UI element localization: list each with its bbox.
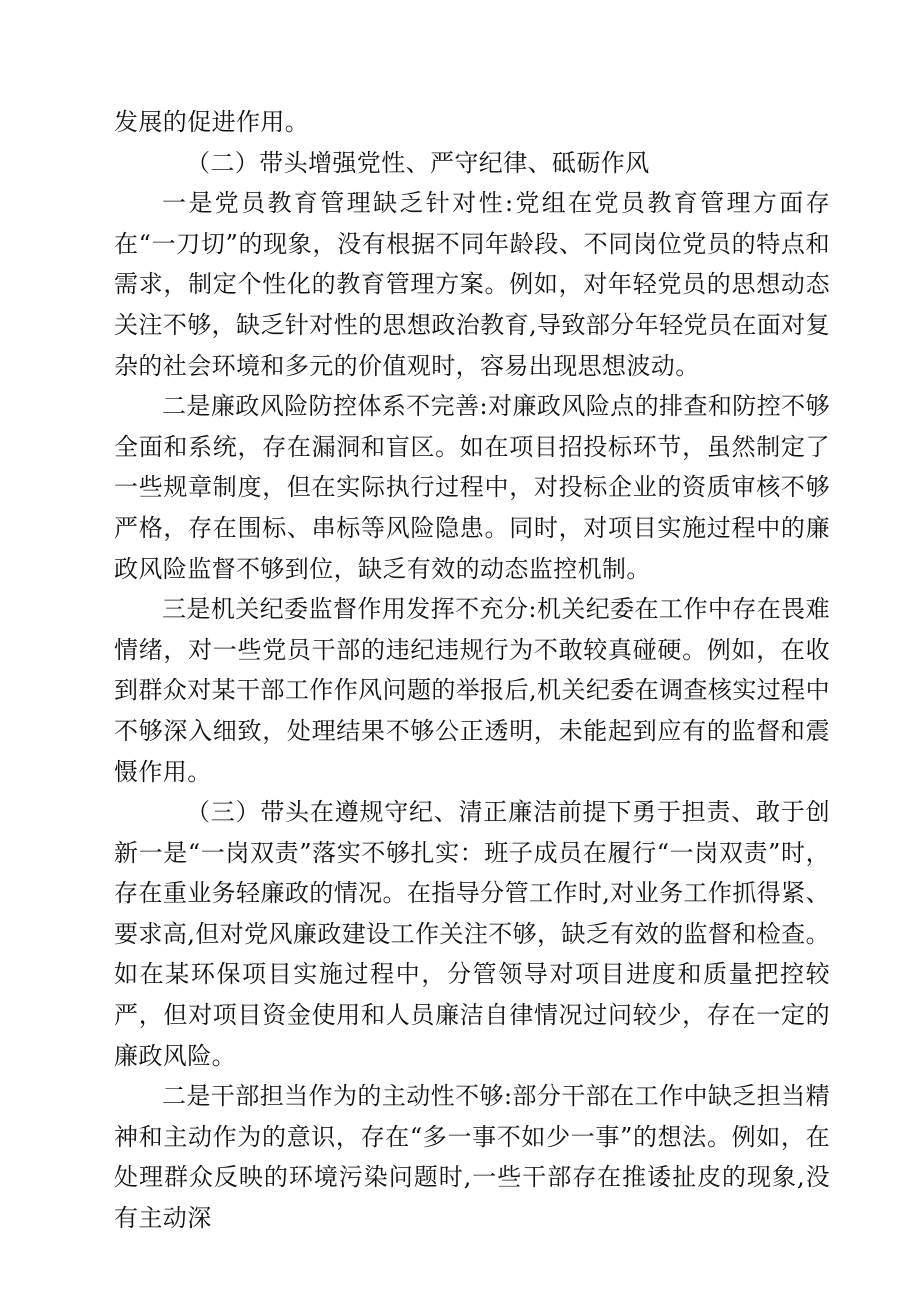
paragraph-continuation: 发展的促进作用。 [114, 108, 310, 136]
paragraph-discipline-supervision: 三是机关纪委监督作用发挥不充分:机关纪委在工作中存在畏难情绪，对一些党员干部的违纪违规行为不敢较真碰硬。例如，在收到群众对某干部工作作风问题的举报后,机关纪委在调查核实过程中不够深入细致，处理结果不够公正透明，未能起到应有的监督和震慑作用。 [114, 595, 830, 786]
section-heading-2: （二）带头增强党性、严守纪律、砥砺作风 [186, 148, 650, 177]
paragraph-cadre-initiative: 二是干部担当作为的主动性不够:部分干部在工作中缺乏担当精神和主动作为的意识，存在“多一事不如少一事”的想法。例如，在处理群众反映的环境污染问题时,一些干部存在推诿扯皮的现象,没有主动深 [114, 1082, 830, 1233]
paragraph-education-management: 一是党员教育管理缺乏针对性:党组在党员教育管理方面存在“一刀切”的现象，没有根据不同年龄段、不同岗位党员的特点和需求，制定个性化的教育管理方案。例如，对年轻党员的思想动态关注不够，缺乏针对性的思想政治教育,导致部分年轻党员在面对复杂的社会环境和多元的价值观时，容易出现思想波动。 [114, 189, 830, 380]
paragraph-risk-control: 二是廉政风险防控体系不完善:对廉政风险点的排查和防控不够全面和系统，存在漏洞和盲区。如在项目招投标环节，虽然制定了一些规章制度，但在实际执行过程中，对投标企业的资质审核不够严格，存在围标、串标等风险隐患。同时，对项目实施过程中的廉政风险监督不够到位，缺乏有效的动态监控机制。 [114, 392, 830, 583]
section-heading-3-with-paragraph: （三）带头在遵规守纪、清正廉洁前提下勇于担责、敢于创新一是“一岗双责”落实不够扎实：班子成员在履行“一岗双责”时，存在重业务轻廉政的情况。在指导分管工作时,对业务工作抓得紧、要求高,但对党风廉政建设工作关注不够，缺乏有效的监督和检查。如在某环保项目实施过程中，分管领导对项目进度和质量把控较严，但对项目资金使用和人员廉洁自律情况过问较少，存在一定的廉政风险。 [114, 798, 830, 1070]
document-body [114, 102, 830, 1239]
